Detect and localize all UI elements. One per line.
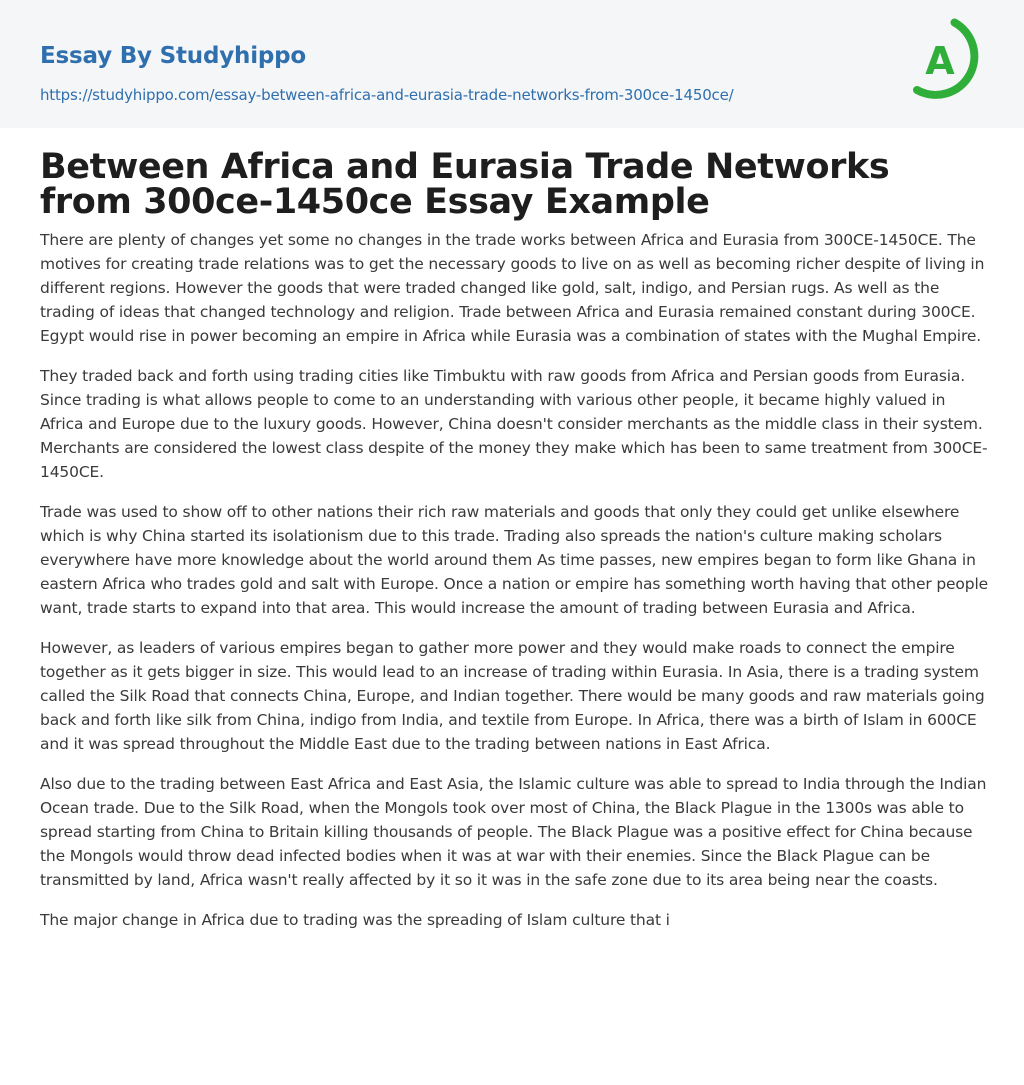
- studyhippo-logo-icon[interactable]: [906, 17, 990, 107]
- site-header: [0, 0, 1024, 128]
- essay-paragraph: The major change in Africa due to trading was the spreading of Islam culture that i: [40, 911, 670, 929]
- essay-url-link[interactable]: https://studyhippo.com/essay-between-africa-and-eurasia-trade-networks-from-300ce-1450ce/: [40, 86, 734, 104]
- essay-paragraph: They traded back and forth using trading cities like Timbuktu with raw goods from Africa and Persian goods from Eurasia. Since trading is what allows people to come to an understanding with various other people, it became highly valued in Africa and Europe due to the luxury goods. However, China doesn't consider merchants as the middle class in their system. Merchants are considered the lowest class despite of the money they make which has been to same treatment from 300CE-1450CE.: [40, 367, 988, 481]
- essay-content: [40, 147, 988, 948]
- essay-paragraph: There are plenty of changes yet some no changes in the trade works between Africa and Eurasia from 300CE-1450CE. The motives for creating trade relations was to get the necessary goods to live on as well as becoming richer despite of living in different regions. However the goods that were traded changed like gold, salt, indigo, and Persian rugs. As well as the trading of ideas that changed technology and religion. Trade between Africa and Eurasia remained constant during 300CE. Egypt would rise in power becoming an empire in Africa while Eurasia was a combination of states with the Mughal Empire.: [40, 231, 985, 345]
- site-name[interactable]: Essay By Studyhippo: [40, 43, 307, 69]
- essay-title: Between Africa and Eurasia Trade Networks from 300ce-1450ce Essay Example: [40, 147, 890, 222]
- essay-paragraph: However, as leaders of various empires began to gather more power and they would make roads to connect the empire together as it gets bigger in size. This would lead to an increase of trading within Eurasia. In Asia, there is a trading system called the Silk Road that connects China, Europe, and Indian together. There would be many goods and raw materials going back and forth like silk from China, indigo from India, and textile from Europe. In Africa, there was a birth of Islam in 600CE and it was spread throughout the Middle East due to the trading between nations in East Africa.: [40, 639, 985, 753]
- essay-paragraph: Trade was used to show off to other nations their rich raw materials and goods that only they could get unlike elsewhere which is why China started its isolationism due to this trade. Trading also spreads the nation's culture making scholars everywhere have more knowledge about the world around them As time passes, new empires began to form like Ghana in eastern Africa who trades gold and salt with Europe. Once a nation or empire has something worth having that other people want, trade starts to expand into that area. This would increase the amount of trading between Eurasia and Africa.: [40, 503, 988, 617]
- essay-paragraph: Also due to the trading between East Africa and East Asia, the Islamic culture was able to spread to India through the Indian Ocean trade. Due to the Silk Road, when the Mongols took over most of China, the Black Plague in the 1300s was able to spread starting from China to Britain killing thousands of people. The Black Plague was a positive effect for China because the Mongols would throw dead infected bodies when it was at war with their enemies. Since the Black Plague can be transmitted by land, Africa wasn't really affected by it so it was in the safe zone due to its area being near the coasts.: [40, 775, 987, 889]
- logo-letter: A: [925, 39, 955, 83]
